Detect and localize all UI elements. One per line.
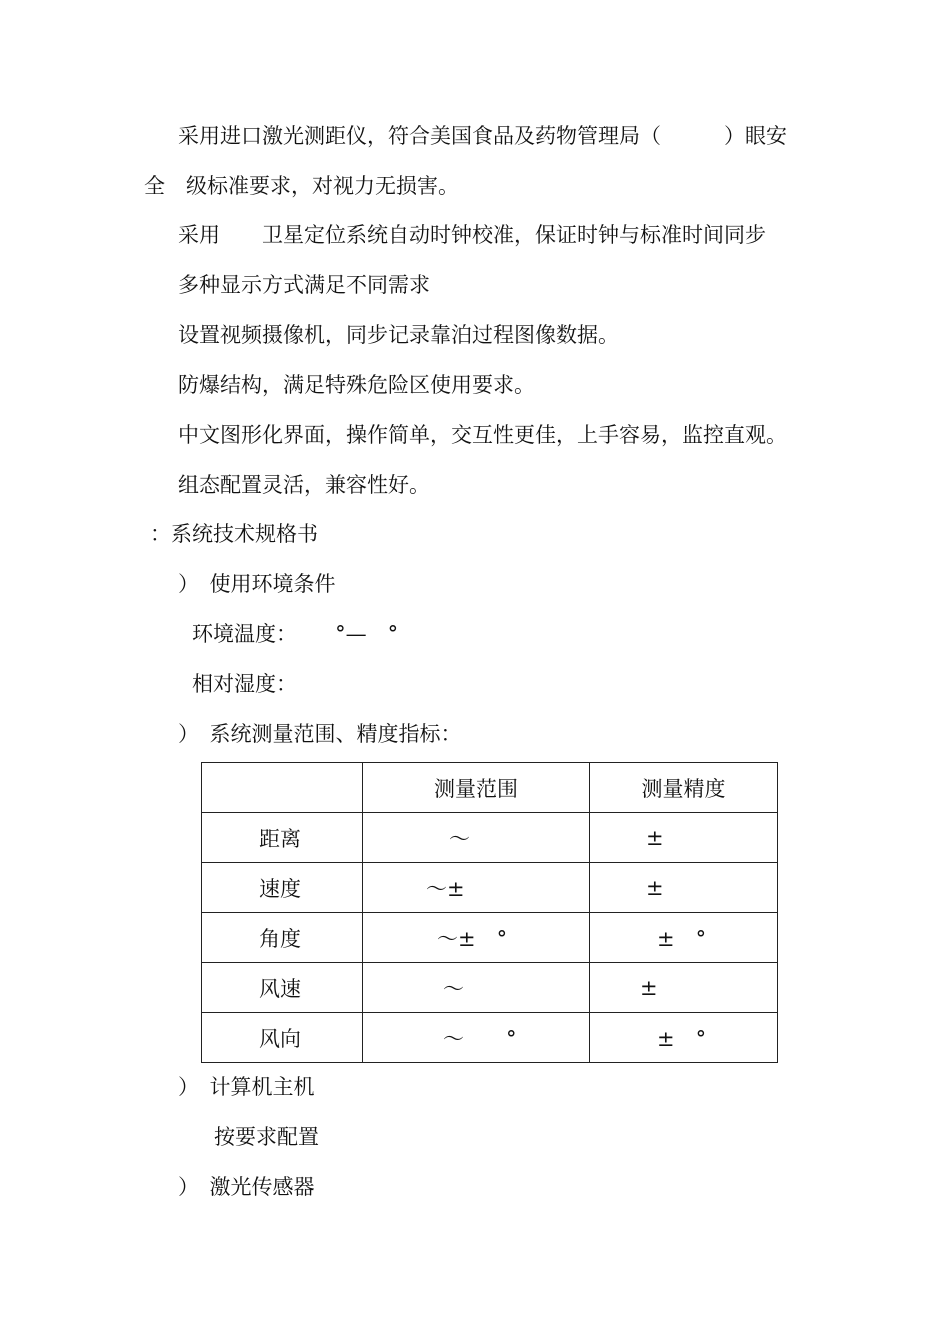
row-range: ～± [363,863,590,913]
table-row [202,1013,778,1063]
table-row [202,813,778,863]
row-accuracy: ± [590,863,778,913]
paragraph-explosion-proof: 防爆结构，满足特殊危险区使用要求。 [178,373,535,397]
row-accuracy: ± [590,813,778,863]
paragraph-video-camera: 设置视频摄像机，同步记录靠泊过程图像数据。 [178,323,619,347]
paragraph-gps-clock: 采用 卫星定位系统自动时钟校准，保证时钟与标准时间同步 [178,223,766,247]
paragraph-display-modes: 多种显示方式满足不同需求 [178,273,430,297]
env-humidity: 相对湿度： [192,672,297,696]
paragraph-configuration: 组态配置灵活，兼容性好。 [178,473,430,497]
env-temperature: 环境温度： °— ° [192,622,399,646]
row-range: ～ [363,963,590,1013]
subheading-measurement: ） 系统测量范围、精度指标： [178,722,462,746]
paragraph-chinese-gui: 中文图形化界面，操作简单，交互性更佳，上手容易，监控直观。 [178,423,787,447]
row-name-angle: 角度 [202,913,363,963]
computer-host-config: 按要求配置 [214,1125,319,1149]
table-row [202,863,778,913]
row-range: ～ [363,813,590,863]
row-accuracy: ± ° [590,913,778,963]
row-name-wind-direction: 风向 [202,1013,363,1063]
subheading-laser-sensor: ） 激光传感器 [178,1175,315,1199]
subheading-environment: ） 使用环境条件 [178,572,336,596]
paragraph-laser-rangefinder: 采用进口激光测距仪，符合美国食品及药物管理局（ ）眼安 [178,124,787,148]
row-range: ～± ° [363,913,590,963]
section-heading-spec: ：系统技术规格书 [150,522,318,546]
header-cell-empty [202,763,363,813]
measurement-table [201,762,778,1063]
paragraph-laser-rangefinder-cont: 全 级标准要求，对视力无损害。 [144,174,459,198]
row-name-wind-speed: 风速 [202,963,363,1013]
header-cell-accuracy: 测量精度 [590,763,778,813]
row-accuracy: ± ° [590,1013,778,1063]
row-name-speed: 速度 [202,863,363,913]
table-header-row [202,763,778,813]
row-range: ～ ° [363,1013,590,1063]
row-accuracy: ± [590,963,778,1013]
table-row [202,913,778,963]
row-name-distance: 距离 [202,813,363,863]
header-cell-range: 测量范围 [363,763,590,813]
table-row [202,963,778,1013]
subheading-computer-host: ） 计算机主机 [178,1075,315,1099]
